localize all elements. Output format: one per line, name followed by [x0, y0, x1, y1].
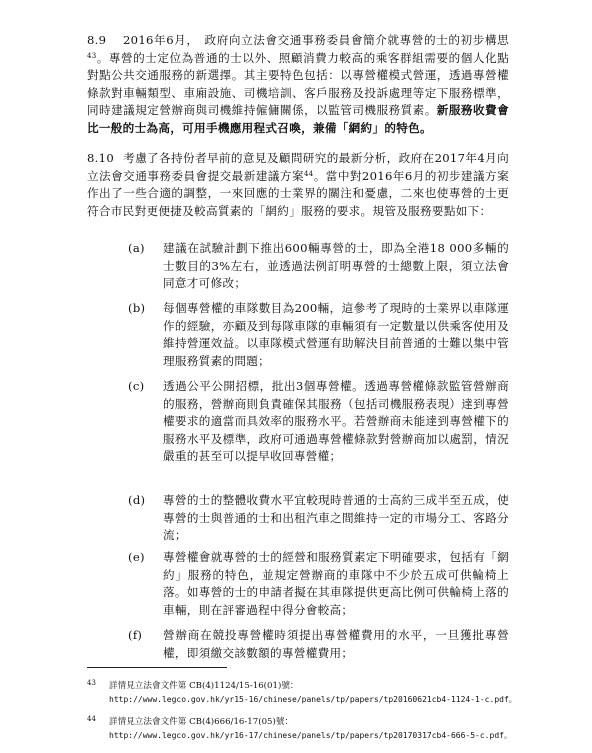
- item-text: 營辦商在競投專營權時須提出專營權費用的水平，一旦獲批專營權，即須繳交該數額的專營權費用；: [163, 628, 509, 660]
- list-item-b: [128, 300, 509, 370]
- footnote-number: 43: [87, 679, 96, 687]
- paragraph-text: 考慮了各持份者早前的意見及顧問研究的最新分析，政府在2017年4月向立法會交通事務委員會提交最新建議方案: [87, 151, 509, 183]
- item-label: (e): [128, 550, 145, 564]
- paragraph-number: 8.10: [87, 151, 115, 165]
- paragraph-text-cont: 。專營的士定位為普通的士以外、照顧消費力較高的乘客群組需要的個人化點對點公共交通服務的新選擇。其主要特色包括：以專營權模式營運，透過專營權條款對車輛類型、車廂設施、司機培訓、客戶服務及投訴處理等定下服務標準，同時建議規定營辦商與司機維持僱傭關係，以監管司機服務質素。: [87, 50, 509, 118]
- item-label: (b): [128, 301, 146, 315]
- item-text: 每個專營權的車隊數目為200輛，這參考了現時的士業界以車隊運作的經驗，亦顧及到每隊車隊的車輛須有一定數量以供乘客使用及維持營運效益。以車隊模式營運有助解決目前普通的士難以集中管理服務質素的問題；: [163, 301, 509, 368]
- footnote-text: 詳情見立法會文件第 CB(4)1124/15-16(01)號：: [109, 681, 299, 691]
- footnote-ref-43[interactable]: 43: [87, 51, 97, 60]
- paragraph-8-10: [87, 150, 509, 220]
- list-item-c: [128, 378, 509, 466]
- item-label: (d): [128, 493, 146, 507]
- item-text: 建議在試驗計劃下推出600輛專營的士，即為全港18 000多輛的士數目的3%左右，並透過法例訂明專營的士總數上限，須立法會同意才可修改；: [163, 241, 509, 291]
- item-text: 專營的士的整體收費水平宜較現時普通的士高約三成半至五成，使專營的士與普通的士和出租汽車之間維持一定的市場分工、客路分流；: [163, 493, 509, 543]
- footnote-ref-44[interactable]: 44: [304, 169, 314, 178]
- item-label: (f): [128, 628, 143, 642]
- footnote-number: 44: [87, 715, 96, 723]
- item-label: (a): [128, 241, 145, 255]
- paragraph-text-cont: 。當中對2016年6月的初步建議方案作出了一些合適的調整，一來回應的士業界的關注和憂慮，二來也使專營的士更符合市民對更便捷及較高質素的「網約」服務的要求。規管及服務要點如下：: [87, 168, 509, 218]
- list-item-d: [128, 492, 509, 545]
- paragraph-date: 2016年6月，: [123, 33, 199, 47]
- paragraph-number: 8.9: [87, 33, 107, 47]
- footnote-44: [87, 716, 517, 742]
- footnote-link[interactable]: http://www.legco.gov.hk/yr15-16/chinese/panels/tp/papers/tp20160621cb4-1124-1-c.pdf。: [109, 695, 517, 704]
- list-item-e: [128, 549, 509, 619]
- item-text: 透過公平公開招標，批出3個專營權。透過專營權條款監管營辦商的服務，營辦商則負責確保其服務（包括司機服務表現）達到專營權要求的適當而具效率的服務水平。若營辦商未能達到專營權下的服務水平及標準，政府可通過專營權條款對營辦商加以處罰，情況嚴重的甚至可以提早收回專營權；: [163, 379, 509, 464]
- list-item-a: [128, 240, 509, 293]
- paragraph-8-9: [87, 32, 509, 138]
- paragraph-bold-text: 新服務收費會比一般的士為高，可用手機應用程式召喚，兼備「網約」的特色。: [87, 103, 509, 135]
- footnote-43: [87, 680, 517, 706]
- paragraph-text: 政府向立法會交通事務委員會簡介就專營的士的初步構思: [204, 33, 509, 47]
- list-item-f: [128, 627, 509, 662]
- item-text: 專營權會就專營的士的經營和服務質素定下明確要求，包括有「網約」服務的特色，並規定營辦商的車隊中不少於五成可供輪椅上落。如專營的士的申請者擬在其車隊提供更高比例可供輪椅上落的車輛，則在評審過程中得分會較高；: [163, 550, 509, 617]
- footnote-text: 詳情見立法會文件第 CB(4)666/16-17(05)號：: [109, 717, 294, 727]
- footnote-link[interactable]: http://www.legco.gov.hk/yr16-17/chinese/panels/tp/papers/tp20170317cb4-666-5-c.pdf。: [109, 731, 512, 740]
- footnote-divider: [87, 667, 227, 668]
- item-label: (c): [128, 379, 145, 393]
